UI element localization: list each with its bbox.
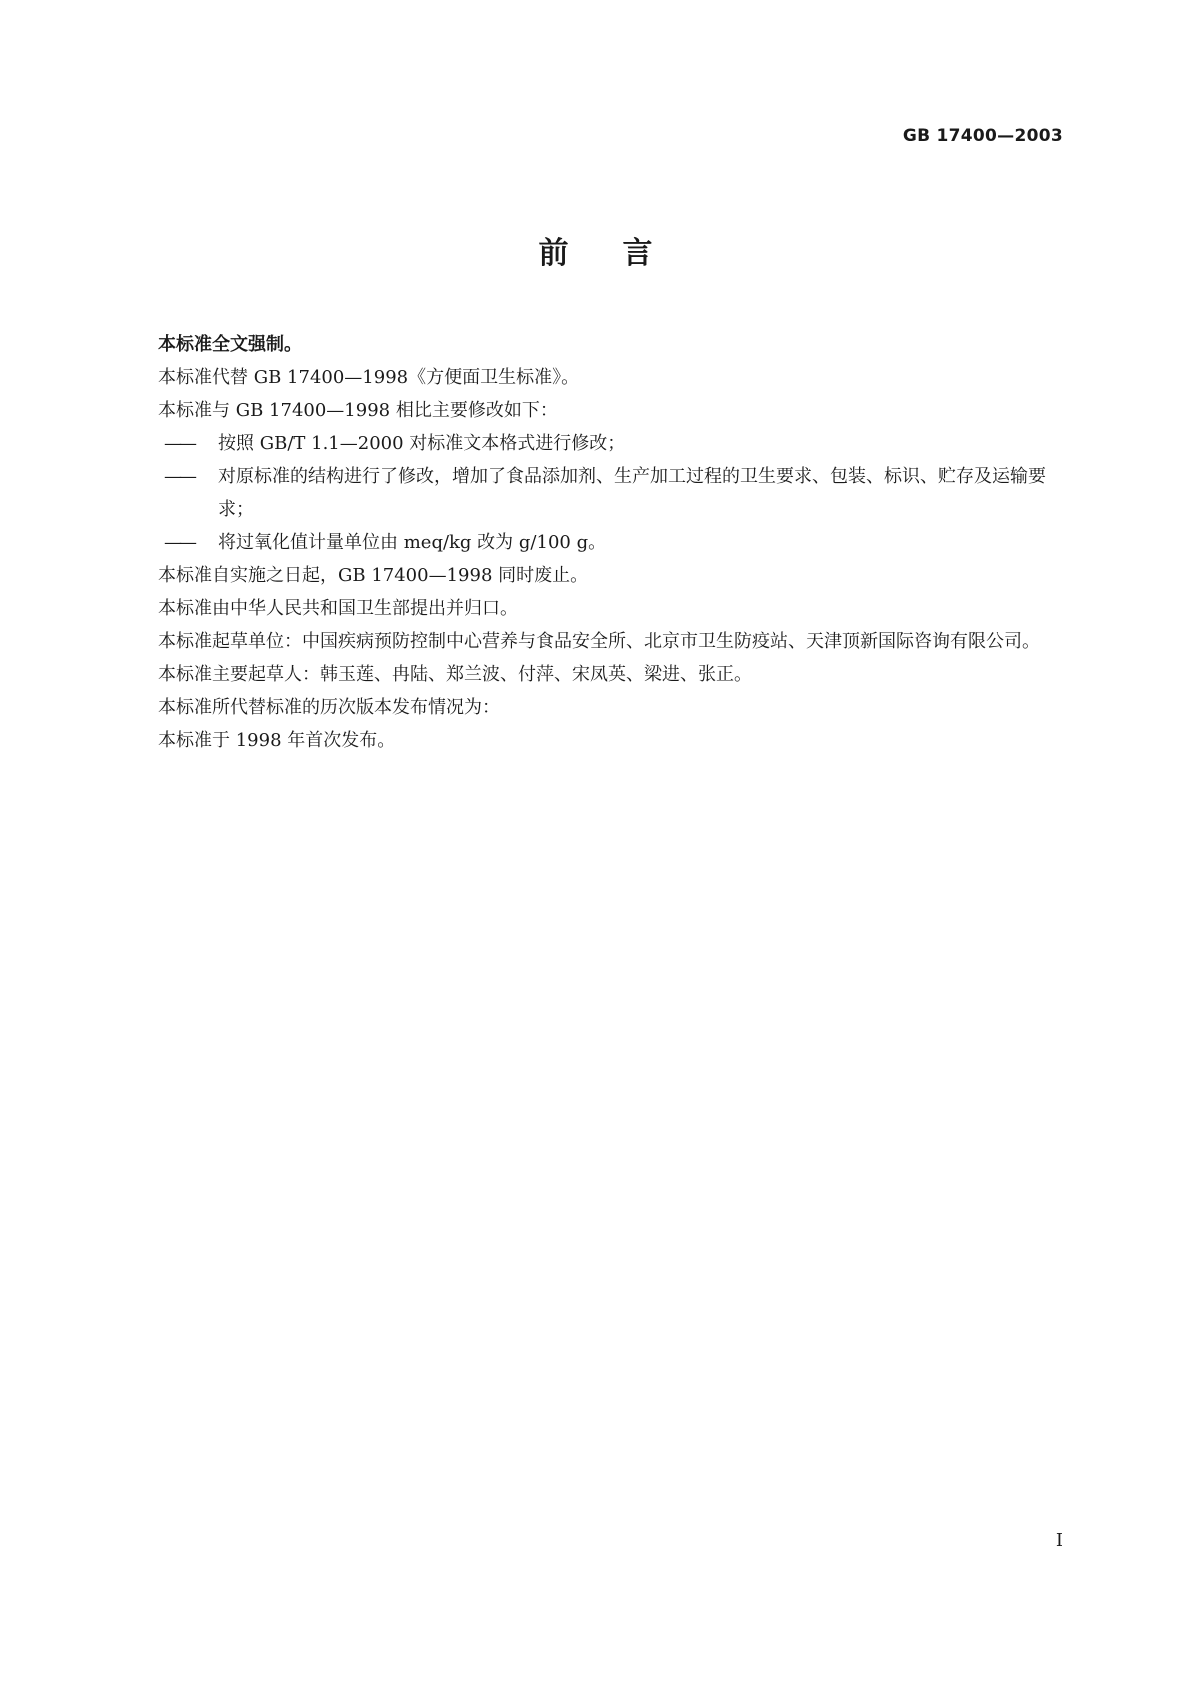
change-item-text: 将过氧化值计量单位由 meq/kg 改为 g/100 g。 — [218, 532, 607, 553]
drafting-units: 本标准起草单位：中国疾病预防控制中心营养与食品安全所、北京市卫生防疫站、天津顶新国际咨询有限公司。 — [158, 631, 1040, 652]
change-item — [122, 427, 1061, 460]
page-title: 前言 — [538, 236, 707, 271]
first-release: 本标准于 1998 年首次发布。 — [158, 730, 396, 751]
change-item — [122, 460, 1061, 526]
replacement-statement: 本标准代替 GB 17400—1998《方便面卫生标准》。 — [158, 367, 580, 388]
dash-marker: —— — [164, 532, 194, 553]
drafters: 本标准主要起草人：韩玉莲、冉陆、郑兰波、付萍、宋凤英、梁进、张正。 — [158, 664, 752, 685]
change-item-text: 对原标准的结构进行了修改，增加了食品添加剂、生产加工过程的卫生要求、包装、标识、贮存及运输要求； — [218, 466, 1046, 520]
abolition-statement: 本标准自实施之日起，GB 17400—1998 同时废止。 — [158, 565, 589, 586]
document-body — [122, 328, 1061, 757]
version-history-intro: 本标准所代替标准的历次版本发布情况为： — [158, 697, 500, 718]
dash-marker: —— — [164, 466, 194, 487]
dash-marker: —— — [164, 433, 194, 454]
mandatory-statement: 本标准全文强制。 — [158, 334, 302, 355]
changes-intro: 本标准与 GB 17400—1998 相比主要修改如下： — [158, 400, 558, 421]
page-number: I — [1055, 1530, 1063, 1551]
standard-code: GB 17400—2003 — [902, 126, 1063, 146]
change-item-text: 按照 GB/T 1.1—2000 对标准文本格式进行修改； — [218, 433, 626, 454]
change-item — [122, 526, 1061, 559]
proposer-statement: 本标准由中华人民共和国卫生部提出并归口。 — [158, 598, 518, 619]
